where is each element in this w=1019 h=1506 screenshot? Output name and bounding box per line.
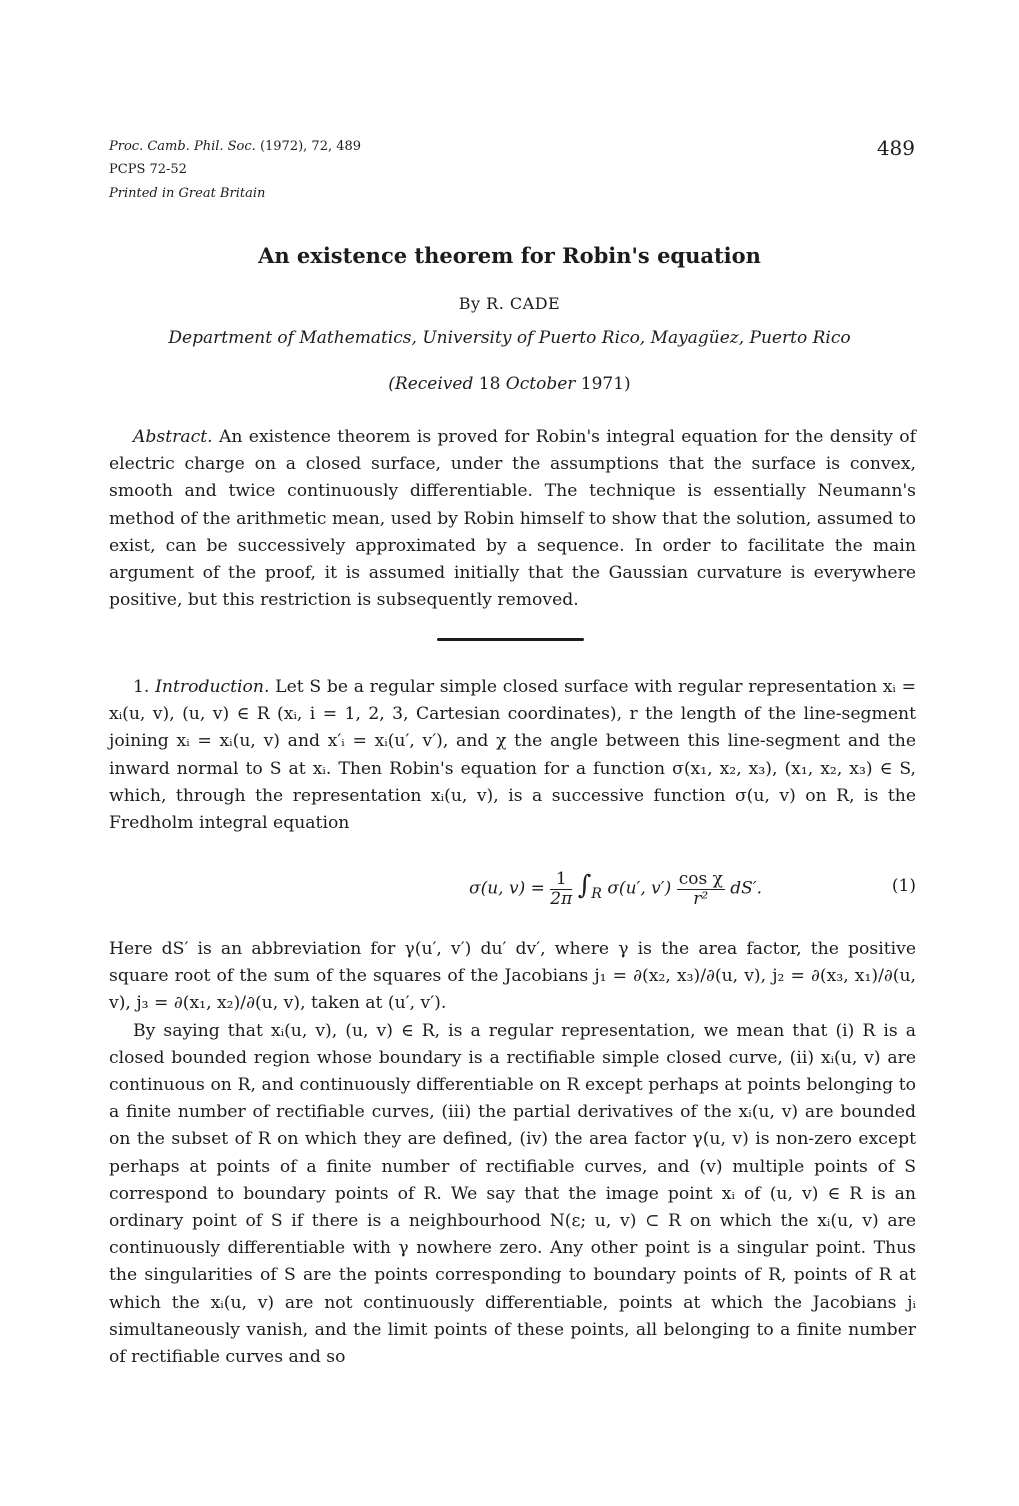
- regular-representation-paragraph: By saying that xᵢ(u, v), (u, v) ∈ R, is a regular representation, we mean that (i) R is a closed bounded region whose boundary is a rectifiable simple closed curve, (ii) xᵢ(u, v) are continuous on R, and continuously differentiable on R except perhaps at points belonging to a finite number of rectifiable curves, (iii) the partial derivatives of the xᵢ(u, v) are bounded on the subset of R on which they are defined, (iv) the area factor γ(u, v) is non-zero except perhaps at points of a finite number of rectifiable curves, and (v) multiple points of S correspond to boundary points of R. We say that the image point xᵢ of (u, v) ∈ R is an ordinary point of S if there is a neighbourhood N(ε; u, v) ⊂ R on which the xᵢ(u, v) are continuously differentiable with γ nowhere zero. Any other point is a singular point. Thus the singularities of S are the points corresponding to boundary points of R, points of R at which the xᵢ(u, v) are not continuously differentiable, points at which the Jacobians jᵢ simultaneously vanish, and the limit points of these points, all belonging to a finite number of rectifiable curves and so: [109, 1020, 916, 1368]
- abstract-label: Abstract.: [133, 427, 213, 447]
- page-number: 489: [876, 136, 915, 160]
- author-name: R. CADE: [486, 294, 561, 313]
- paper-title: An existence theorem for Robin's equation: [258, 243, 761, 268]
- abstract-text: An existence theorem is proved for Robin's integral equation for the density of electric charge on a closed surface, under the assumptions that the surface is convex, smooth and twice continuously differentiable. The technique is essentially Neumann's method of the arithmetic mean, used by Robin himself to show that the solution, assumed to exist, can be successively approximated by a sequence. In order to facilitate the main argument of the proof, it is assumed initially that the Gaussian curvature is everywhere positive, but this restriction is subsequently removed.: [109, 427, 916, 611]
- intro-paragraph: Let S be a regular simple closed surface with regular representation xᵢ = xᵢ(u, v), (u, v) ∈ R (xᵢ, i = 1, 2, 3, Cartesian coordinates), r the length of the line-segment joining xᵢ = xᵢ(u, v) and x′ᵢ = xᵢ(u′, v′), and χ the angle between this line-segment and the inward normal to S at xᵢ. Then Robin's equation for a function σ(x₁, x₂, x₃), (x₁, x₂, x₃) ∈ S, which, through the representation xᵢ(u, v), is a successive function σ(u, v) on R, is the Fredholm integral equation: [109, 677, 917, 834]
- author-by: By: [458, 294, 481, 313]
- paper-code: PCPS 72-52: [109, 162, 187, 177]
- equation-1: [109, 860, 916, 920]
- after-equation-paragraph: Here dS′ is an abbreviation for γ(u′, v′) du′ dv′, where γ is the area factor, the positive square root of the sum of the squares of the Jacobians j₁ = ∂(x₂, x₃)/∂(u, v), j₂ = ∂(x₃, x₁)/∂(u, v), j₃ = ∂(x₁, x₂)/∂(u, v), taken at (u′, v′).: [109, 939, 916, 1014]
- eq-integral-sign: ∫: [577, 870, 592, 901]
- journal-citation: [109, 140, 361, 153]
- author-line: [0, 294, 1019, 313]
- eq-lhs: σ(u, v) =: [469, 878, 545, 899]
- eq-fraction-2: $\frac{\text{cos χ}}{\text{r²}}$: [678, 869, 723, 909]
- abstract: [109, 424, 916, 614]
- section-body: [109, 936, 916, 1371]
- equation-number: (1): [891, 876, 916, 896]
- journal-volume: (1972), 72, 489: [259, 139, 362, 154]
- eq-integrand: σ(u′, v′): [607, 878, 672, 899]
- received-date: (Received 18 October 1971): [388, 374, 631, 394]
- section-heading: Introduction.: [155, 677, 270, 697]
- eq-region: R: [591, 886, 602, 903]
- affiliation: Department of Mathematics, University of Puerto Rico, Mayagüez, Puerto Rico: [168, 328, 851, 348]
- eq-tail: dS′.: [730, 878, 763, 899]
- section-intro: [109, 674, 916, 837]
- section-divider: [437, 638, 584, 641]
- section-number: 1.: [133, 677, 150, 697]
- equation-formula: [469, 870, 762, 908]
- printed-note: Printed in Great Britain: [109, 186, 266, 201]
- journal-name: Proc. Camb. Phil. Soc.: [109, 139, 256, 154]
- eq-fraction-1: $\frac{1}{2\pi}$: [550, 869, 573, 909]
